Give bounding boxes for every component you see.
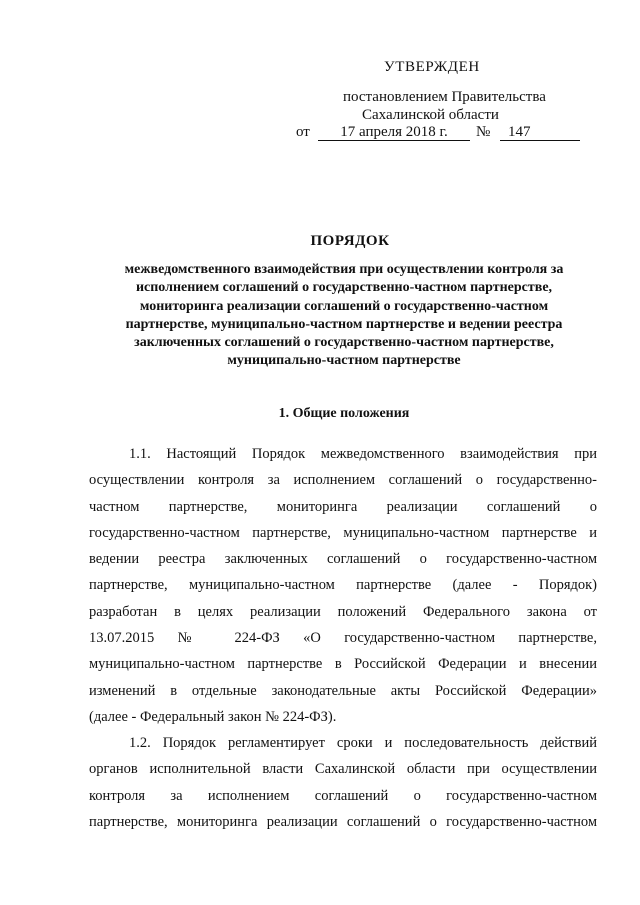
paragraph-line: частном партнерстве, мониторинга реализации соглашений о <box>89 498 597 515</box>
paragraph-line: 13.07.2015 № 224-ФЗ «О государственно-частном партнерстве, <box>89 630 597 647</box>
approval-date: 17 апреля 2018 г. <box>318 124 470 141</box>
approval-date-row <box>296 123 580 141</box>
paragraph-line: разработан в целях реализации положений Федерального закона от <box>89 603 597 620</box>
paragraph-line: органов исполнительной власти Сахалинской области при осуществлении <box>89 761 597 778</box>
number-label: № <box>476 124 491 140</box>
paragraph-1 <box>89 441 597 730</box>
document-subtitle <box>94 261 594 371</box>
approval-title: УТВЕРЖДЕН <box>384 59 480 75</box>
subtitle-line: исполнением соглашений о государственно-частном партнерстве, <box>135 280 553 296</box>
paragraph-line: 1.1. Настоящий Порядок межведомственного взаимодействия при <box>129 446 597 462</box>
paragraph-line: муниципально-частном партнерстве в Российской Федерации и внесении <box>89 656 597 673</box>
approval-number: 147 <box>500 124 580 141</box>
document-title: ПОРЯДОК <box>310 233 390 249</box>
subtitle-line: межведомственного взаимодействия при осуществлении контроля за <box>124 262 564 277</box>
paragraph-line: партнерстве, мониторинга реализации соглашений о государственно-частном <box>89 813 597 830</box>
subtitle-line: муниципально-частном партнерстве <box>227 353 461 369</box>
paragraph-2 <box>89 730 597 835</box>
subtitle-line: заключенных соглашений о государственно-частном партнерстве, <box>134 335 554 351</box>
paragraph-line: государственно-частном партнерстве, муниципально-частном партнерстве и <box>89 524 597 541</box>
from-label: от <box>296 124 310 140</box>
title-wrapper <box>0 232 640 250</box>
paragraph-line: (далее - Федеральный закон № 224-ФЗ). <box>89 708 337 725</box>
paragraph-line: контроля за исполнением соглашений о государственно-частном <box>89 787 597 804</box>
paragraph-line: осуществлении контроля за исполнением соглашений о государственно- <box>89 472 597 489</box>
approval-line-2: Сахалинской области <box>362 107 499 123</box>
paragraph-line: 1.2. Порядок регламентирует сроки и последовательность действий <box>129 735 597 751</box>
section-heading: 1. Общие положения <box>278 406 410 421</box>
subtitle-line: партнерстве, муниципально-частном партнерстве и ведении реестра <box>125 316 563 332</box>
subtitle-line: мониторинга реализации соглашений о государственно-частном <box>139 298 549 314</box>
approval-line-1: постановлением Правительства <box>343 89 546 105</box>
paragraph-line: изменений в отдельные законодательные акты Российской Федерации» <box>89 682 597 699</box>
paragraph-line: ведении реестра заключенных соглашений о государственно-частном <box>89 551 597 568</box>
paragraph-line: партнерстве, муниципально-частном партнерстве (далее - Порядок) <box>89 577 597 594</box>
